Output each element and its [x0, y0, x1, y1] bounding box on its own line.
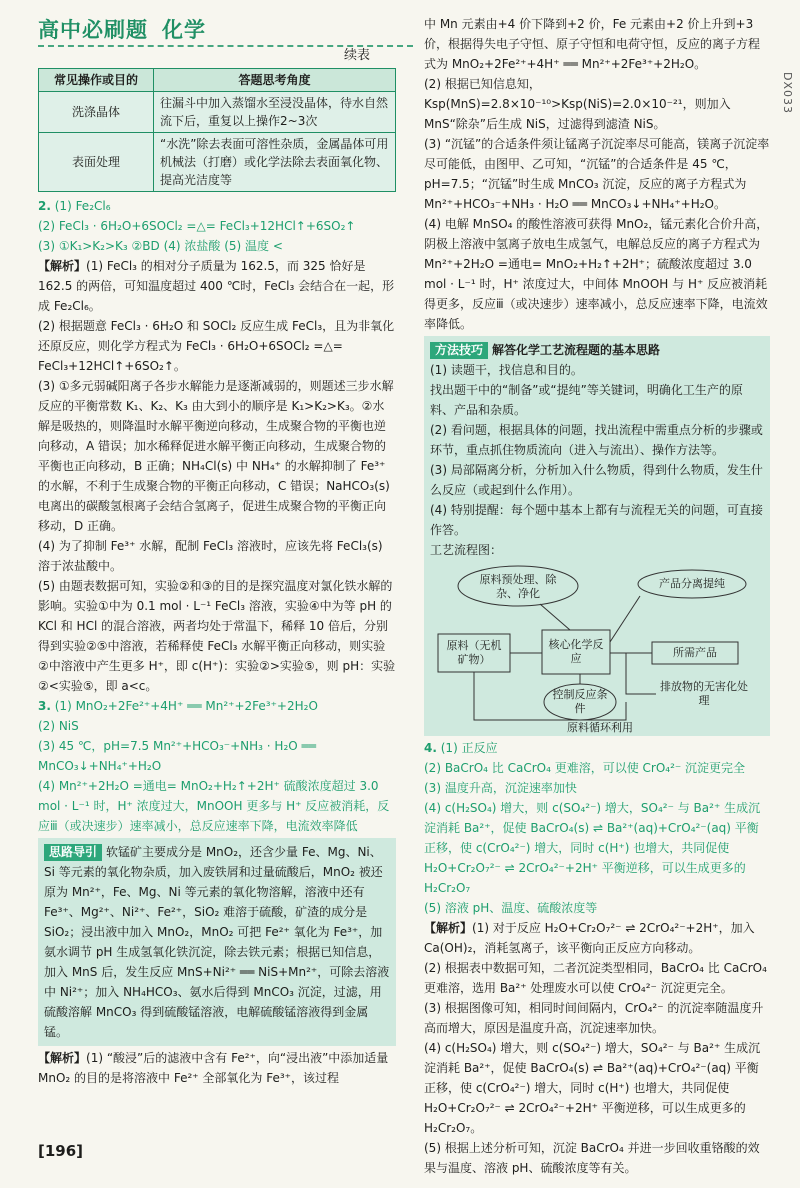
q3-answer-3: (3) 45 ℃，pH=7.5 Mn²⁺+HCO₃⁻+NH₃ · H₂O ══ MnCO₃↓+NH₄⁺+H₂O — [38, 739, 316, 773]
operations-table — [38, 68, 396, 192]
q2-analysis-4: (4) 为了抑制 Fe³⁺ 水解，配制 FeCl₃ 溶液时，应该先将 FeCl₃(s) 溶于浓盐酸中。 — [38, 539, 383, 573]
table-cell: 洗涤晶体 — [39, 92, 154, 133]
q3-answer-1: 3. (1) MnO₂+2Fe²⁺+4H⁺ ══ Mn²⁺+2Fe³⁺+2H₂O — [38, 699, 318, 713]
flow-control: 控制反应条件 — [552, 688, 608, 715]
right-column — [424, 14, 770, 1178]
flow-raw: 原料（无机矿物） — [446, 639, 502, 666]
table-header: 常见操作或目的 — [39, 69, 154, 92]
q3-analysis-3: (3) “沉锰”的合适条件须让锰离子沉淀率尽可能高，镁离子沉淀率尽可能低，由图甲、乙可知，“沉锰”的合适条件是 45 ℃，pH=7.5；“沉锰”时生成 MnCO₃ 沉淀，反应的离子方程式为 Mn²⁺+HCO₃⁻+NH₃ · H₂O ══ MnCO₃↓+NH₄⁺+H₂O。 — [424, 137, 770, 211]
q3-guide-box — [38, 838, 396, 1046]
q3-answer-4: (4) Mn²⁺+2H₂O =通电= MnO₂+H₂↑+2H⁺ 硫酸浓度超过 3.0 mol · L⁻¹ 时，H⁺ 浓度过大，MnOOH 更多与 H⁺ 反应被消耗，反应ⅲ（或决速步）速率减小，总反应速率下降，电流效率降低 — [38, 779, 390, 833]
table-cell: 往漏斗中加入蒸馏水至浸没晶体，待水自然流下后，重复以上操作2~3次 — [154, 92, 396, 133]
q3-answer-2: (2) NiS — [38, 719, 79, 733]
method-tag: 方法技巧 — [430, 342, 488, 359]
method-heading — [430, 340, 764, 360]
method-step-3: (3) 局部隔离分析，分析加入什么物质，得到什么物质，发生什么反应（或起到什么作用）。 — [430, 463, 763, 497]
q2-analysis-1: 【解析】(1) FeCl₃ 的相对分子质量为 162.5，而 325 恰好是 162.5 的两倍，可知温度超过 400 ℃时，FeCl₃ 会结合在一起，形成 Fe₂Cl₆。 — [38, 259, 395, 313]
table-row — [39, 92, 396, 133]
q3-analysis-1: 【解析】(1) “酸浸”后的滤液中含有 Fe²⁺，向“浸出液”中添加适量 MnO₂ 的目的是将溶液中 Fe²⁺ 全部氧化为 Fe³⁺，该过程 — [38, 1051, 389, 1085]
table-caption: 续表 — [343, 48, 370, 63]
running-header — [38, 14, 206, 44]
left-column — [38, 46, 396, 1088]
flow-sep: 产品分离提纯 — [659, 577, 725, 590]
guide-tag: 思路导引 — [44, 844, 102, 861]
q4-analysis-5: (5) 根据上述分析可知，沉淀 BaCrO₄ 并进一步回收重铬酸的效果与温度、溶液 pH、硫酸浓度等有关。 — [424, 1141, 760, 1175]
flow-pre: 原料预处理、除杂、净化 — [479, 573, 557, 600]
q2-analysis-5: (5) 由题表数据可知，实验②和③的目的是探究温度对氯化铁水解的影响。实验①中为 0.1 mol · L⁻¹ FeCl₃ 溶液，实验④中为等 pH 的 KCl 和 HCl 的混合溶液，两者均处于常温下，稀释 10 倍后，分别得到实验②⑤中溶液，若稀释使 FeCl₃ 水解平衡正向移动，则实验②中溶液中产生更多 H⁺，即 c(H⁺)：实验②>实验⑤，则 pH：实验②<实验⑤，即 a<c。 — [38, 579, 396, 693]
subject-title: 化学 — [162, 18, 206, 42]
flow-core: 核心化学反应 — [548, 638, 604, 665]
q2-answer-3: (3) ①K₁>K₂>K₃ ②BD (4) 浓盐酸 (5) 温度 < — [38, 239, 283, 253]
page-number: [196] — [38, 1142, 84, 1160]
arrow-pre-core — [540, 604, 570, 630]
method-step-2: (2) 看问题，根据具体的问题，找出流程中需重点分析的步骤或环节，重点抓住物质流向（进入与流出）、操作方法等。 — [430, 423, 763, 457]
q4-answer-5: (5) 溶液 pH、温度、硫酸浓度等 — [424, 901, 598, 915]
side-code: DX033 — [781, 72, 794, 115]
process-flowchart — [430, 564, 764, 732]
table-cell: “水洗”除去表面可溶性杂质，金属晶体可用机械法（打磨）或化学法除去表面氧化物、提高光洁度等 — [154, 133, 396, 192]
q4-analysis-4: (4) c(H₂SO₄) 增大，则 c(SO₄²⁻) 增大，SO₄²⁻ 与 Ba²⁺ 生成沉淀消耗 Ba²⁺，促使 BaCrO₄(s) ⇌ Ba²⁺(aq)+CrO₄²⁻(aq) 平衡正移，使 c(CrO₄²⁻) 增大，同时 c(H⁺) 也增大，共同促使 H₂O+Cr₂O₇²⁻ ⇌ 2CrO₄²⁻+2H⁺ 平衡逆移，可以生成更多的 H₂Cr₂O₇。 — [424, 1041, 761, 1135]
flow-title: 工艺流程图： — [430, 543, 503, 557]
q2-analysis-2: (2) 根据题意 FeCl₃ · 6H₂O 和 SOCl₂ 反应生成 FeCl₃，且为非氧化还原反应，则化学方程式为 FeCl₃ · 6H₂O+6SOCl₂ =△= FeCl₃+12HCl↑+6SO₂↑。 — [38, 319, 395, 373]
method-step-4: (4) 特别提醒：每个题中基本上都有与流程无关的问题，可直接作答。 — [430, 503, 763, 537]
q4-answer-3: (3) 温度升高，沉淀速率加快 — [424, 781, 577, 795]
method-box — [424, 336, 770, 736]
method-step-1: (1) 读题干，找信息和目的。 — [430, 363, 583, 377]
q2-answer-2: (2) FeCl₃ · 6H₂O+6SOCl₂ =△= FeCl₃+12HCl↑+6SO₂↑ — [38, 219, 356, 233]
method-step-1b: 找出题干中的“制备”或“提纯”等关键词，明确化工生产的原料、产品和杂质。 — [430, 383, 743, 417]
arrow-core-sep — [610, 596, 640, 642]
method-title: 解答化学工艺流程题的基本思路 — [492, 343, 661, 357]
q4-analysis-2: (2) 根据表中数据可知，二者沉淀类型相同，BaCrO₄ 比 CaCrO₄ 更难溶，选用 Ba²⁺ 处理废水可以使 CrO₄²⁻ 沉淀更完全。 — [424, 961, 767, 995]
q2-analysis-3: (3) ①多元弱碱阳离子各步水解能力是逐渐减弱的，则题述三步水解反应的平衡常数 K₁、K₂、K₃ 由大到小的顺序是 K₁>K₂>K₃。②水解是吸热的，则降温时水解平衡逆向移动，生成聚合物的平衡也逆向移动，A 错误；加水稀释促进水解平衡正向移动，生成聚合物的平衡也正向移动，B 正确；NH₄Cl(s) 中 NH₄⁺ 的水解抑制了 Fe³⁺ 的水解，不利于生成聚合物的平衡正向移动，C 错误；NaHCO₃(s) 电离出的碳酸氢根离子会结合氢离子，促进生成聚合物的平衡正向移动，D 正确。 — [38, 379, 394, 533]
flow-waste: 排放物的无害化处理 — [660, 680, 748, 707]
table-header: 答题思考角度 — [154, 69, 396, 92]
q4-answer-4: (4) c(H₂SO₄) 增大，则 c(SO₄²⁻) 增大，SO₄²⁻ 与 Ba²⁺ 生成沉淀消耗 Ba²⁺，促使 BaCrO₄(s) ⇌ Ba²⁺(aq)+CrO₄²⁻(aq) 平衡正移，使 c(CrO₄²⁻) 增大，同时 c(H⁺) 也增大，共同促使 H₂O+Cr₂O₇²⁻ ⇌ 2CrO₄²⁻+2H⁺ 平衡逆移，可以生成更多的 H₂Cr₂O₇ — [424, 801, 761, 895]
book-title: 高中必刷题 — [38, 18, 148, 42]
q3-analysis-2: (2) 根据已知信息知，Ksp(MnS)=2.8×10⁻¹⁰>Ksp(NiS)=2.0×10⁻²¹，则加入 MnS“除杂”后生成 NiS，过滤得到滤渣 NiS。 — [424, 77, 731, 131]
guide-text: 软锰矿主要成分是 MnO₂，还含少量 Fe、Mg、Ni、Si 等元素的氧化物杂质，加入废铁屑和过量硫酸后，MnO₂ 被还原为 Mn²⁺，Fe、Mg、Ni 等元素的氧化物溶解，溶液中还有 Fe³⁺、Mg²⁺、Ni²⁺、Fe²⁺，SiO₂ 难溶于硫酸，矿渣的成分是 SiO₂；浸出液中加入 MnO₂，MnO₂ 可把 Fe²⁺ 氧化为 Fe³⁺，加氨水调节 pH 生成氢氧化铁沉淀，除去铁元素；根据已知信息，加入 MnS 后，发生反应 MnS+Ni²⁺ ══ NiS+Mn²⁺，可除去溶液中 Ni²⁺；加入 NH₄HCO₃、氨水后得到 MnCO₃ 沉淀，过滤，用硫酸溶解 MnCO₃ 得到硫酸锰溶液，电解硫酸锰溶液得到金属锰。 — [44, 845, 390, 1039]
q4-analysis-1: 【解析】(1) 对于反应 H₂O+Cr₂O₇²⁻ ⇌ 2CrO₄²⁻+2H⁺，加入 Ca(OH)₂，消耗氢离子，该平衡向正反应方向移动。 — [424, 921, 755, 955]
q3-analysis-4: (4) 电解 MnSO₄ 的酸性溶液可获得 MnO₂，锰元素化合价升高，阴极上溶液中氢离子放电生成氢气，电解总反应的离子方程式为 Mn²⁺+2H₂O =通电= MnO₂+H₂↑+2H⁺；硫酸浓度超过 3.0 mol · L⁻¹ 时，H⁺ 浓度过大，中间体 MnOOH 与 H⁺ 反应被消耗得更多，反应ⅲ（或决速步）速率减小，总反应速率下降，电流效率降低。 — [424, 217, 769, 331]
q2-answer-1: 2. (1) Fe₂Cl₆ — [38, 199, 111, 213]
table-row — [39, 133, 396, 192]
table-cell: 表面处理 — [39, 133, 154, 192]
q4-answer-1: 4. (1) 正反应 — [424, 741, 498, 755]
q4-answer-2: (2) BaCrO₄ 比 CaCrO₄ 更难溶，可以使 CrO₄²⁻ 沉淀更完全 — [424, 761, 746, 775]
q3-analysis-1-cont: 中 Mn 元素由+4 价下降到+2 价，Fe 元素由+2 价上升到+3 价，根据得失电子守恒、原子守恒和电荷守恒，反应的离子方程式为 MnO₂+2Fe²⁺+4H⁺ ══ Mn²⁺+2Fe³⁺+2H₂O。 — [424, 17, 761, 71]
flow-recycle: 原料循环利用 — [567, 721, 633, 734]
q4-analysis-3: (3) 根据图像可知，相同时间间隔内，CrO₄²⁻ 的沉淀率随温度升高而增大，原因是温度升高，沉淀速率加快。 — [424, 1001, 764, 1035]
flow-product: 所需产品 — [673, 646, 717, 659]
table-header-row — [39, 69, 396, 92]
